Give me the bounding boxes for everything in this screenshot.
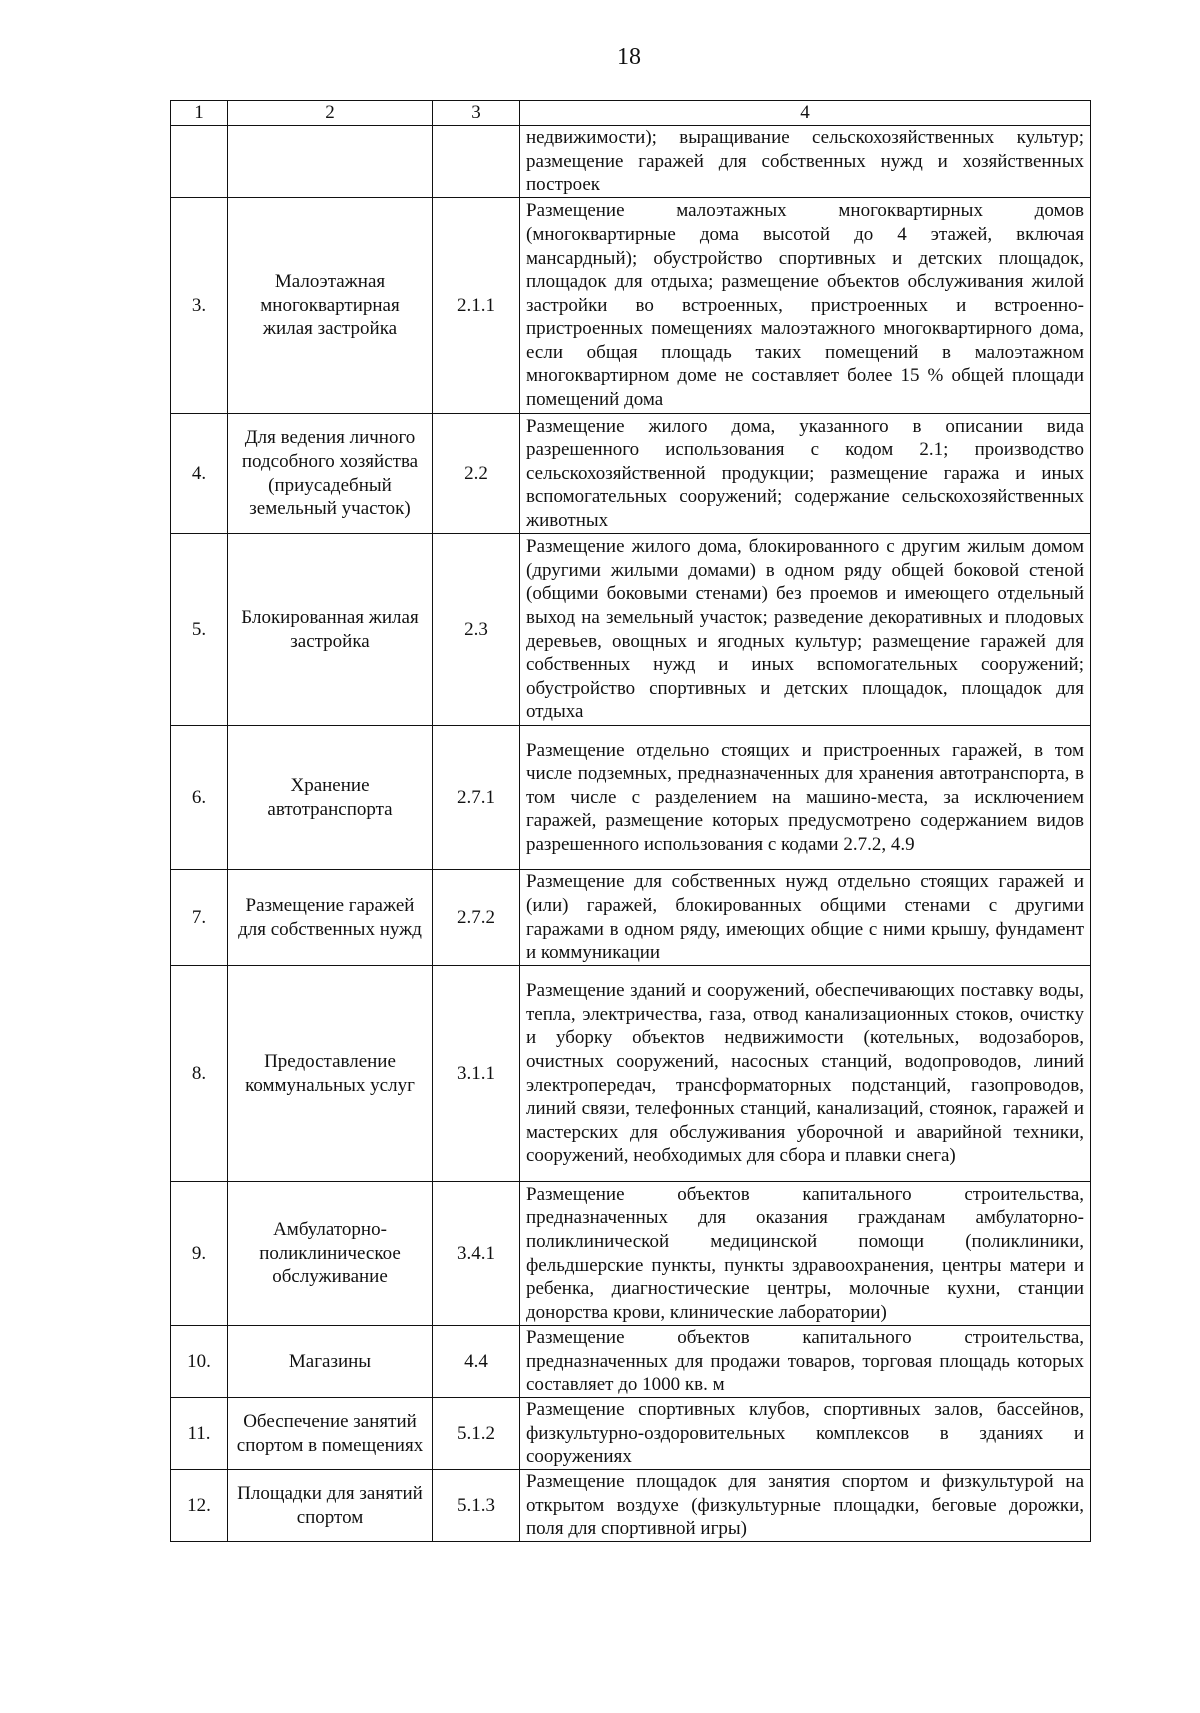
table-row <box>171 198 1091 414</box>
table-row <box>171 1470 1091 1542</box>
use-type-code: 2.2 <box>433 414 520 534</box>
use-type-code: 2.7.1 <box>433 726 520 870</box>
use-type-description: Размещение отдельно стоящих и пристроенных гаражей, в том числе подземных, предназначенных для хранения автотранспорта, в том числе с разделением на машино-места, за исключением гаражей, размещение которых предусмотрено содержанием видов разрешенного использования с кодами 2.7.2, 4.9 <box>520 726 1091 870</box>
table-row <box>171 1182 1091 1326</box>
table-header-row <box>171 101 1091 126</box>
use-type-name <box>228 126 433 198</box>
use-type-description: Размещение жилого дома, блокированного с другим жилым домом (другими жилыми домами) в одном ряду общей боковой стеной (общими боковыми стенами) без проемов и имеющего отдельный выход на земельный участок; разведение декоративных и плодовых деревьев, овощных и ягодных культур; размещение гаражей для собственных нужд и иных вспомогательных сооружений; обустройство спортивных и детских площадок, площадок для отдыха <box>520 534 1091 726</box>
use-type-description: Размещение малоэтажных многоквартирных домов (многоквартирные дома высотой до 4 этажей, включая мансардный); обустройство спортивных и детских площадок, площадок для отдыха; размещение объектов обслуживания жилой застройки во встроенных, пристроенных и встроенно-пристроенных помещениях малоэтажного многоквартирного дома, если общая площадь таких помещений в малоэтажном многоквартирном доме не составляет более 15 % общей площади помещений дома <box>520 198 1091 414</box>
column-header: 2 <box>228 101 433 126</box>
use-type-name: Предоставление коммунальных услуг <box>228 966 433 1182</box>
use-type-name: Обеспечение занятий спортом в помещениях <box>228 1398 433 1470</box>
table-row <box>171 534 1091 726</box>
table-row <box>171 1326 1091 1398</box>
use-type-name: Площадки для занятий спортом <box>228 1470 433 1542</box>
row-number: 3. <box>171 198 228 414</box>
table-row <box>171 726 1091 870</box>
row-number: 9. <box>171 1182 228 1326</box>
row-number: 12. <box>171 1470 228 1542</box>
use-type-code: 2.7.2 <box>433 870 520 966</box>
row-number: 4. <box>171 414 228 534</box>
use-type-description: Размещение зданий и сооружений, обеспечивающих поставку воды, тепла, электричества, газа, отвод канализационных стоков, очистку и уборку объектов недвижимости (котельных, водозаборов, очистных сооружений, насосных станций, водопроводов, линий электропередач, трансформаторных подстанций, газопроводов, линий связи, телефонных станций, канализаций, стоянок, гаражей и мастерских для обслуживания уборочной и аварийной техники, сооружений, необходимых для сбора и плавки снега) <box>520 966 1091 1182</box>
use-type-name: Малоэтажная многоквартирная жилая застройка <box>228 198 433 414</box>
row-number: 11. <box>171 1398 228 1470</box>
use-type-description: Размещение спортивных клубов, спортивных залов, бассейнов, физкультурно-оздоровительных комплексов в зданиях и сооружениях <box>520 1398 1091 1470</box>
use-type-code: 2.3 <box>433 534 520 726</box>
use-type-name: Размещение гаражей для собственных нужд <box>228 870 433 966</box>
row-number: 6. <box>171 726 228 870</box>
use-type-code: 3.1.1 <box>433 966 520 1182</box>
use-type-description: недвижимости); выращивание сельскохозяйственных культур; размещение гаражей для собственных нужд и хозяйственных построек <box>520 126 1091 198</box>
use-type-description: Размещение для собственных нужд отдельно стоящих гаражей и (или) гаражей, блокированных общими стенами с другими гаражами в одном ряду, имеющих общие с ними крышу, фундамент и коммуникации <box>520 870 1091 966</box>
use-type-code: 2.1.1 <box>433 198 520 414</box>
row-number: 10. <box>171 1326 228 1398</box>
use-type-name: Хранение автотранспорта <box>228 726 433 870</box>
table-row <box>171 126 1091 198</box>
table-row <box>171 870 1091 966</box>
use-type-code: 5.1.3 <box>433 1470 520 1542</box>
use-type-description: Размещение площадок для занятия спортом и физкультурой на открытом воздухе (физкультурные площадки, беговые дорожки, поля для спортивной игры) <box>520 1470 1091 1542</box>
page-number: 18 <box>617 44 641 70</box>
land-use-table <box>170 100 1091 1542</box>
use-type-description: Размещение объектов капитального строительства, предназначенных для оказания гражданам амбулаторно-поликлинической медицинской помощи (поликлиники, фельдшерские пункты, пункты здравоохранения, центры матери и ребенка, диагностические центры, молочные кухни, станции донорства крови, клинические лаборатории) <box>520 1182 1091 1326</box>
use-type-code: 4.4 <box>433 1326 520 1398</box>
row-number: 7. <box>171 870 228 966</box>
use-type-name: Амбулаторно-поликлиническое обслуживание <box>228 1182 433 1326</box>
use-type-code: 3.4.1 <box>433 1182 520 1326</box>
table-row <box>171 414 1091 534</box>
column-header: 3 <box>433 101 520 126</box>
use-type-code: 5.1.2 <box>433 1398 520 1470</box>
table-row <box>171 966 1091 1182</box>
use-type-description: Размещение жилого дома, указанного в описании вида разрешенного использования с кодом 2.1; производство сельскохозяйственной продукции; размещение гаража и иных вспомогательных сооружений; содержание сельскохозяйственных животных <box>520 414 1091 534</box>
use-type-name: Блокированная жилая застройка <box>228 534 433 726</box>
use-type-name: Магазины <box>228 1326 433 1398</box>
use-type-description: Размещение объектов капитального строительства, предназначенных для продажи товаров, торговая площадь которых составляет до 1000 кв. м <box>520 1326 1091 1398</box>
column-header: 4 <box>520 101 1091 126</box>
row-number <box>171 126 228 198</box>
row-number: 5. <box>171 534 228 726</box>
use-type-name: Для ведения личного подсобного хозяйства (приусадебный земельный участок) <box>228 414 433 534</box>
column-header: 1 <box>171 101 228 126</box>
use-type-code <box>433 126 520 198</box>
row-number: 8. <box>171 966 228 1182</box>
table-row <box>171 1398 1091 1470</box>
